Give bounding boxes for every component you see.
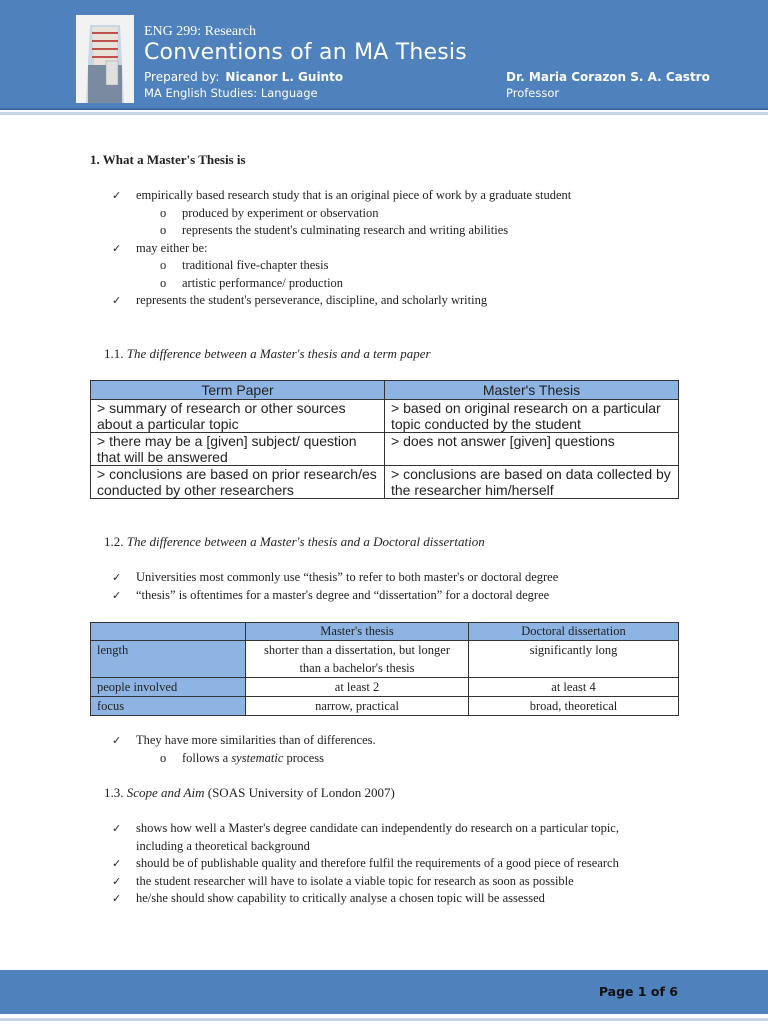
sub-list-item: o produced by experiment or observation bbox=[136, 205, 710, 223]
list-item: ✓ Universities most commonly use “thesis” to refer to both master's or doctoral degree bbox=[110, 569, 710, 587]
table-cell: > conclusions are based on prior research/es conducted by other researchers bbox=[91, 466, 385, 499]
column-header: Master's thesis bbox=[246, 623, 469, 641]
table-row bbox=[91, 697, 679, 716]
check-icon: ✓ bbox=[112, 874, 122, 888]
table-row bbox=[91, 678, 679, 697]
student-photo bbox=[76, 15, 134, 103]
table-cell: narrow, practical bbox=[246, 697, 469, 716]
section-1-2-title: The difference between a Master's thesis and a Doctoral dissertation bbox=[126, 534, 485, 549]
list-item: ✓ They have more similarities than of differences. o follows a systematic process bbox=[110, 732, 710, 767]
header-band bbox=[0, 0, 768, 110]
table-cell: > based on original research on a particular topic conducted by the student bbox=[385, 400, 679, 433]
circle-bullet-icon: o bbox=[160, 275, 167, 290]
author-name: Nicanor L. Guinto bbox=[225, 70, 344, 84]
column-header: Master's Thesis bbox=[385, 381, 679, 400]
program-name: MA English Studies: Language bbox=[144, 86, 318, 100]
footer-rule bbox=[0, 1018, 768, 1021]
prepared-by-label: Prepared by: bbox=[144, 70, 220, 84]
check-icon: ✓ bbox=[112, 571, 122, 584]
table-cell: significantly long bbox=[469, 641, 679, 678]
document-title: Conventions of an MA Thesis bbox=[144, 40, 467, 65]
circle-bullet-icon: o bbox=[160, 205, 167, 220]
similarities-list bbox=[110, 732, 710, 767]
section-1-3-heading: 1.3. Scope and Aim (SOAS University of London 2007) bbox=[104, 785, 395, 800]
row-header: people involved bbox=[91, 678, 246, 697]
section-1-3-title: Scope and Aim bbox=[126, 785, 205, 800]
check-icon: ✓ bbox=[112, 734, 122, 747]
list-item: ✓ “thesis” is oftentimes for a master's degree and “dissertation” for a doctoral degree bbox=[110, 587, 710, 605]
page-number: Page 1 of 6 bbox=[598, 984, 678, 999]
circle-bullet-icon: o bbox=[160, 258, 167, 272]
header-rule bbox=[0, 112, 768, 115]
table-cell: > summary of research or other sources about a particular topic bbox=[91, 400, 385, 433]
table-cell: > there may be a [given] subject/ question that will be answered bbox=[91, 433, 385, 466]
check-icon: ✓ bbox=[112, 857, 122, 870]
section-1-2-heading: 1.2. The difference between a Master's thesis and a Doctoral dissertation bbox=[104, 534, 485, 549]
circle-bullet-icon: o bbox=[160, 750, 167, 765]
table-cell: at least 2 bbox=[246, 678, 469, 697]
prepared-by bbox=[144, 70, 343, 84]
course-code: ENG 299: Research bbox=[144, 24, 256, 39]
list-item: ✓ represents the student's perseverance, discipline, and scholarly writing bbox=[110, 292, 710, 310]
check-icon: ✓ bbox=[112, 241, 122, 255]
check-icon: ✓ bbox=[112, 294, 122, 307]
list-item: ✓ he/she should show capability to critically analyse a chosen topic will be assessed bbox=[110, 890, 660, 908]
section-1-1-heading: 1.1. The difference between a Master's thesis and a term paper bbox=[104, 346, 431, 361]
section-1-3-source: (SOAS University of London 2007) bbox=[207, 785, 395, 800]
sub-list-item: o artistic performance/ production bbox=[136, 275, 710, 293]
sub-list-item: o represents the student's culminating research and writing abilities bbox=[136, 222, 710, 240]
table-cell: > does not answer [given] questions bbox=[385, 433, 679, 466]
table-header-row bbox=[91, 623, 679, 641]
term-paper-vs-thesis-table bbox=[90, 380, 679, 499]
professor-role: Professor bbox=[506, 86, 560, 100]
section-1-list bbox=[110, 187, 710, 310]
table-cell: at least 4 bbox=[469, 678, 679, 697]
circle-bullet-icon: o bbox=[160, 223, 167, 237]
check-icon: ✓ bbox=[112, 822, 122, 835]
sub-list-item: o traditional five-chapter thesis bbox=[136, 257, 710, 275]
table-row bbox=[91, 433, 679, 466]
empty-header-cell bbox=[91, 623, 246, 641]
list-item: ✓ empirically based research study that is an original piece of work by a graduate student o produced by experiment or observation o represents the student's culminating research and writing abilities bbox=[110, 187, 710, 240]
section-1-heading: 1. What a Master's Thesis is bbox=[90, 152, 246, 167]
professor-name: Dr. Maria Corazon S. A. Castro bbox=[506, 70, 710, 84]
check-icon: ✓ bbox=[112, 189, 122, 202]
section-1-1-title: The difference between a Master's thesis and a term paper bbox=[126, 346, 431, 361]
table-row bbox=[91, 400, 679, 433]
thesis-vs-dissertation-table bbox=[90, 622, 679, 716]
table-cell: broad, theoretical bbox=[469, 697, 679, 716]
list-item: ✓ the student researcher will have to isolate a viable topic for research as soon as possible bbox=[110, 873, 660, 891]
sub-list-item: o follows a systematic process bbox=[136, 750, 710, 768]
table-row bbox=[91, 641, 679, 678]
section-1-2-list bbox=[110, 569, 710, 604]
list-item: ✓ should be of publishable quality and therefore fulfil the requirements of a good piece of research bbox=[110, 855, 660, 873]
section-1-3-list bbox=[110, 820, 660, 908]
list-item: ✓ may either be: o traditional five-chapter thesis o artistic performance/ production bbox=[110, 240, 710, 293]
list-item: ✓ shows how well a Master's degree candidate can independently do research on a particular topic, including a theoretical background bbox=[112, 821, 619, 853]
column-header: Term Paper bbox=[91, 381, 385, 400]
table-row bbox=[91, 466, 679, 499]
check-icon: ✓ bbox=[112, 588, 122, 602]
check-icon: ✓ bbox=[112, 892, 122, 905]
row-header: focus bbox=[91, 697, 246, 716]
column-header: Doctoral dissertation bbox=[469, 623, 679, 641]
table-cell: shorter than a dissertation, but longer than a bachelor's thesis bbox=[246, 641, 469, 678]
table-header-row bbox=[91, 381, 679, 400]
table-cell: > conclusions are based on data collected by the researcher him/herself bbox=[385, 466, 679, 499]
row-header: length bbox=[91, 641, 246, 678]
